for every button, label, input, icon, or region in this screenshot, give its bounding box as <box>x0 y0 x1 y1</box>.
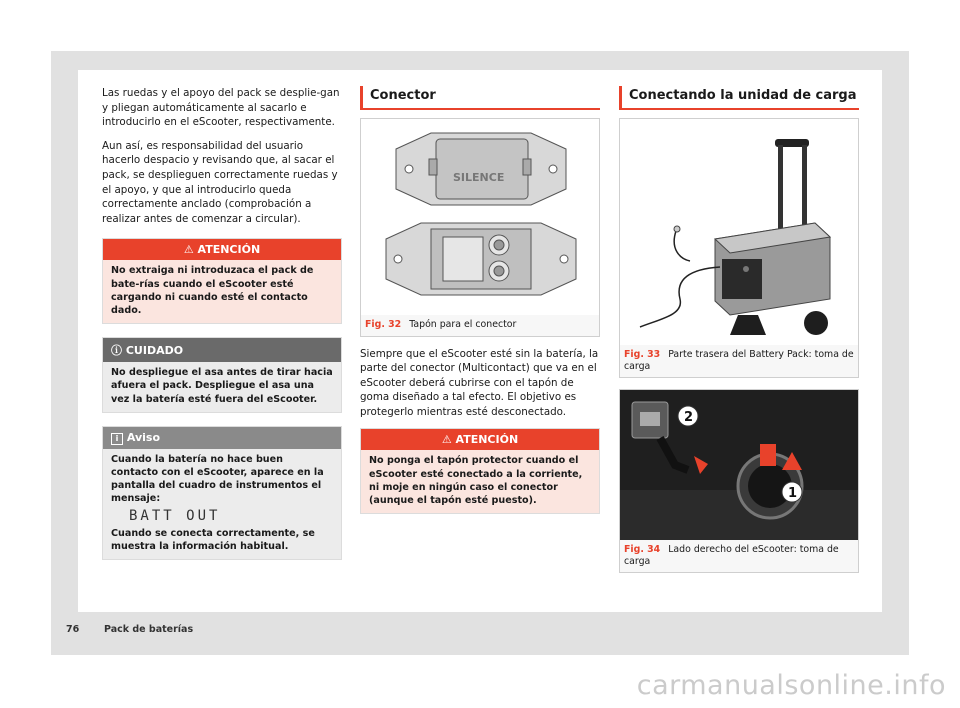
warning-header <box>103 239 341 260</box>
caution-box <box>102 337 342 413</box>
figure-number: Fig. 34 <box>624 544 661 555</box>
connector-cap-image <box>361 119 599 315</box>
caution-circle-icon: ⓘ <box>111 344 122 358</box>
note-text-1: Cuando la batería no hace buen contacto con el eScooter, aparece en la pantalla del cuadro de instrumentos el mensaje: <box>111 453 324 505</box>
cap-illustration <box>396 133 566 205</box>
caution-text: No despliegue el asa antes de tirar hacia afuera el pack. Despliegue el asa una vez la batería esté fuera del eScooter. <box>103 362 341 412</box>
note-box <box>102 426 342 560</box>
figure-number: Fig. 32 <box>365 319 402 330</box>
warning-box-connector <box>360 428 600 514</box>
page-number: 76 <box>66 624 80 635</box>
column-right <box>619 86 859 583</box>
figure-33-caption <box>620 345 858 377</box>
figure-33 <box>619 118 859 378</box>
paragraph-wheels: Las ruedas y el apoyo del pack se desplie-gan y pliegan automáticamente al sacarlo e introducirlo en el eScooter, respectivamente. <box>102 87 340 129</box>
figure-34-caption <box>620 540 858 572</box>
column-left <box>102 86 342 573</box>
info-icon: i <box>111 433 123 445</box>
note-text-2: Cuando se conecta correctamente, se muestra la información habitual. <box>111 527 315 552</box>
battery-pack-image <box>620 119 858 345</box>
warning-title: ATENCIÓN <box>455 433 519 447</box>
heading-conector: Conector <box>360 86 600 110</box>
caution-title: CUIDADO <box>125 344 184 358</box>
paragraph-responsibility: Aun así, es responsabilidad del usuario hacerlo despacio y revisando que, al sacar el pack, se desplieguen correctamente ruedas y el apoyo, y que al introducirlo queda correctamente anclado (comprobación a realizar antes de comenzar a circular). <box>102 139 338 225</box>
figure-number: Fig. 33 <box>624 349 661 360</box>
warning-triangle-icon: ⚠ <box>183 243 194 257</box>
watermark: carmanualsonline.info <box>636 670 946 701</box>
batt-out-display: BATT OUT <box>129 507 221 524</box>
paragraph-connector: Siempre que el eScooter esté sin la batería, la parte del conector (Multicontact) que va en el eScooter deberá cubrirse con el tapón de goma diseñado a tal efecto. El objetivo es protegerlo mientras esté desconectado. <box>360 347 599 418</box>
connector-illustration <box>386 223 576 295</box>
warning-header <box>361 429 599 450</box>
figure-caption-text: Tapón para el conector <box>409 319 517 330</box>
section-name: Pack de baterías <box>104 624 194 635</box>
callout-2: 2 <box>684 410 694 425</box>
figure-32-caption <box>361 315 599 336</box>
note-body <box>103 449 341 559</box>
page-footer <box>66 624 193 635</box>
callout-1: 1 <box>788 486 798 501</box>
column-middle <box>360 86 600 527</box>
escooter-side-image <box>620 390 858 540</box>
figure-34 <box>619 389 859 573</box>
warning-box <box>102 238 342 324</box>
warning-title: ATENCIÓN <box>197 243 261 257</box>
note-title: Aviso <box>126 430 161 444</box>
warning-triangle-icon: ⚠ <box>441 433 452 447</box>
silence-logo: SILENCE <box>453 171 505 184</box>
figure-caption-text: Parte trasera del Battery Pack: toma de carga <box>624 349 854 372</box>
figure-32 <box>360 118 600 337</box>
warning-text: No extraiga ni introduzaca el pack de bate-rías cuando el eScooter esté cargando ni cuando esté el contacto dado. <box>103 260 341 323</box>
caution-header <box>103 338 341 362</box>
warning-text: No ponga el tapón protector cuando el eScooter esté conectado a la corriente, ni moje en ningún caso el conector (aunque el tapón esté puesto). <box>361 450 599 513</box>
heading-charging-unit: Conectando la unidad de carga <box>619 86 859 110</box>
note-header <box>103 427 341 449</box>
figure-caption-text: Lado derecho del eScooter: toma de carga <box>624 544 839 567</box>
